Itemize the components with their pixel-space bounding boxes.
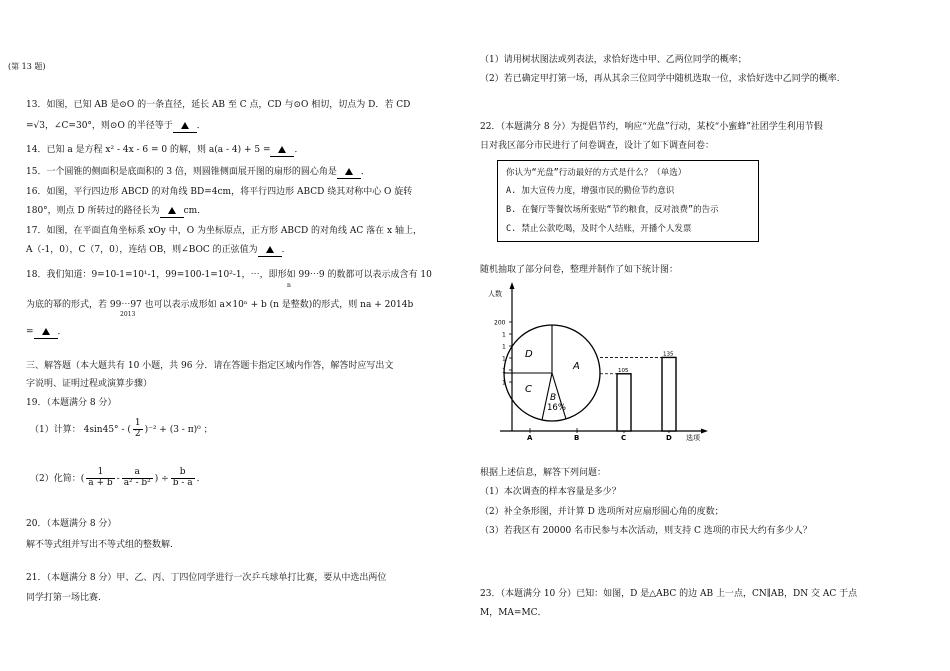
survey-option-b: B. 在餐厅等餐饮场所张贴“节约粮食，反对浪费”的告示: [506, 205, 719, 215]
q19-part2-text: （2）化简：(: [30, 473, 85, 484]
question-18-end: ．: [57, 327, 67, 337]
section-3-heading-line1: 三、解答题（本大题共有 10 小题，共 96 分．请在答题卡指定区域内作答，解答时应写出文: [26, 361, 394, 371]
question-14-text: 14．已知 a 是方程 x² - 4x - 6 = 0 的解，则 a(a - 4) + 5 =: [26, 145, 271, 155]
question-23-line2: M，MA=MC．: [480, 608, 547, 618]
triangle-marker-icon: [42, 328, 50, 335]
answer-blank: [258, 245, 282, 257]
y-tick-label: 1: [502, 343, 506, 351]
question-13-text: =√3，∠C=30°，则⊙O 的半径等于: [26, 121, 173, 131]
answer-blank: [337, 167, 361, 179]
fraction-denominator: a² - b²: [123, 477, 151, 488]
question-14: [26, 145, 304, 157]
pie-chart: [504, 325, 600, 421]
question-14-end: ．: [294, 145, 304, 155]
x-tick-label: C: [621, 434, 627, 442]
question-20-title: 20．（本题满分 8 分）: [26, 519, 117, 529]
question-22-line4: 根据上述信息，解答下列问题：: [480, 468, 607, 478]
question-22-part3: （3）若我区有 20000 名市民参与本次活动，则支持 C 选项的市民大约有多少人？: [480, 526, 812, 536]
fraction: [122, 468, 153, 489]
x-tick-label: A: [527, 434, 533, 442]
question-21-part2: （2）若已确定甲打第一场，再从其余三位同学中随机选取一位，求恰好选中乙同学的概率.: [480, 74, 840, 84]
question-13-end: ．: [196, 121, 206, 131]
question-15-text: 15．一个圆锥的侧面积是底面积的 3 倍，则圆锥侧面展开图的扇形的圆心角是: [26, 167, 337, 177]
x-axis-label: 选项: [686, 434, 700, 442]
question-22-line1: 22．（本题满分 8 分）为提倡节约，响应“光盘”行动，某校“小蜜蜂”社团学生利用节假: [480, 122, 823, 132]
question-17-text: A（-1，0），C（7，0），连结 OB，则∠BOC 的正弦值为: [26, 245, 258, 255]
triangle-marker-icon: [278, 146, 286, 153]
triangle-marker-icon: [345, 168, 353, 175]
y-tick-label: 1: [502, 331, 506, 339]
fraction-denominator: 2: [134, 428, 141, 439]
answer-blank: [270, 145, 294, 157]
y-tick-label: 1: [502, 367, 506, 375]
bar-c: [617, 374, 631, 431]
y-tick-label: 200: [494, 319, 506, 327]
question-18-subscript-2013: 2013: [120, 311, 136, 318]
fraction-numerator: 1: [134, 418, 141, 428]
question-21-line1: 21．（本题满分 8 分）甲、乙、丙、丁四位同学进行一次乒乓球单打比赛，要从中选出两位: [26, 573, 387, 583]
question-17-line1: 17．如图，在平面直角坐标系 xOy 中，O 为坐标原点，正方形 ABCD 的对角线 AC 落在 x 轴上，: [26, 226, 422, 236]
q19-part2-end: ．: [196, 473, 206, 484]
question-21-part1: （1）请用树状图法或列表法，求恰好选中甲、乙两位同学的概率；: [480, 55, 747, 65]
question-19-title: 19．（本题满分 8 分）: [26, 398, 117, 408]
question-16-text: 180°，则点 D 所转过的路径长为: [26, 206, 160, 216]
question-17-end: ．: [281, 245, 291, 255]
fraction: [133, 419, 143, 440]
y-axis-arrow-icon: [510, 282, 515, 289]
question-21-line2: 同学打第一场比赛.: [26, 593, 101, 603]
question-18-text: =: [26, 327, 34, 337]
statistics-chart: [480, 282, 720, 447]
question-18-line2: 为底的幂的形式，若 99⋯97 也可以表示成形如 a×10ⁿ + b (n 是整数)的形式，则 na + 2014b: [26, 300, 414, 310]
divide-sign: ) ÷: [154, 473, 169, 484]
q19-part1-text: （1）计算： 4sin45° - (: [30, 424, 131, 435]
pie-slice-value-b: 16%: [547, 403, 566, 413]
question-17-line2: [26, 245, 291, 257]
triangle-marker-icon: [181, 122, 189, 129]
fraction: [171, 468, 195, 489]
minus-sign: -: [116, 473, 120, 484]
question-15-end: ．: [360, 167, 370, 177]
question-20-text: 解不等式组并写出不等式组的整数解.: [26, 540, 173, 550]
question-16-line2: [26, 206, 206, 218]
fraction: [86, 468, 114, 489]
fraction-numerator: a: [122, 468, 153, 479]
pie-slice-label-b: B: [550, 393, 557, 403]
fraction-numerator: b: [171, 468, 195, 479]
triangle-marker-icon: [168, 207, 176, 214]
fraction-numerator: 1: [86, 468, 114, 479]
question-19-part1: [30, 419, 213, 440]
triangle-marker-icon: [266, 246, 274, 253]
fraction-denominator: b - a: [172, 477, 193, 488]
bar-value-label: 135: [663, 351, 674, 358]
question-18-line3: [26, 327, 67, 339]
question-22-line2: 日对我区部分市民进行了问卷调查，设计了如下调查问卷：: [480, 141, 715, 151]
question-15: [26, 167, 370, 179]
q19-part1-end: )⁻² + (3 - π)⁰ ；: [144, 424, 213, 435]
survey-option-c: C. 禁止公款吃喝，及时个人结账，开播个人发票: [506, 224, 692, 234]
y-tick-label: 1: [502, 379, 506, 387]
question-22-part2: （2）补全条形图，并计算 D 选项所对应扇形圆心角的度数；: [480, 507, 724, 517]
pie-slice-label-a: A: [573, 361, 580, 372]
question-13-line2: [26, 121, 206, 133]
x-tick-label: D: [666, 434, 672, 442]
x-tick-label: B: [574, 434, 580, 442]
question-22-part1: （1）本次调查的样本容量是多少？: [480, 487, 621, 497]
question-18-line1: 18．我们知道：9=10-1=10¹-1，99=100-1=10²-1，⋯，即形如 99⋯9 的数都可以表示成含有 10: [26, 270, 432, 280]
pie-slice-label-d: D: [525, 349, 533, 360]
question-19-part2: [30, 468, 206, 489]
bar-value-label: 105: [618, 367, 629, 374]
question-16-end: cm．: [183, 206, 207, 216]
pie-slice-label-c: C: [525, 384, 532, 395]
y-axis-label: 人数: [488, 290, 502, 298]
question-23-line1: 23．（本题满分 10 分）已知：如图，D 是△ABC 的边 AB 上一点，CN∥AB，DN 交 AC 于点: [480, 589, 858, 599]
y-tick-label: 1: [502, 355, 506, 363]
answer-blank: [173, 121, 197, 133]
survey-question: 你认为“光盘”行动最好的方式是什么？（单选）: [506, 168, 687, 178]
survey-option-a: A. 加大宣传力度，增强市民的勤俭节约意识: [506, 186, 675, 196]
question-13-line1: 13．如图，已知 AB 是⊙O 的一条直径，延长 AB 至 C 点，CD 与⊙O 相切，切点为 D．若 CD: [26, 100, 411, 110]
answer-blank: [160, 206, 184, 218]
answer-blank: [34, 327, 58, 339]
question-22-line3: 随机抽取了部分问卷，整理并制作了如下统计图：: [480, 265, 679, 275]
question-18-subscript-n: n: [287, 282, 291, 289]
section-3-heading-line2: 字说明、证明过程或演算步骤）: [26, 379, 153, 389]
question-16-line1: 16．如图，平行四边形 ABCD 的对角线 BD=4cm，将平行四边形 ABCD 绕其对称中心 O 旋转: [26, 187, 413, 197]
bar-d: [662, 357, 676, 431]
fraction-denominator: a + b: [88, 477, 113, 488]
figure-caption: (第 13 题): [8, 62, 46, 71]
survey-box: [497, 160, 759, 242]
x-axis-arrow-icon: [701, 429, 708, 434]
y-ticks: [494, 320, 512, 387]
